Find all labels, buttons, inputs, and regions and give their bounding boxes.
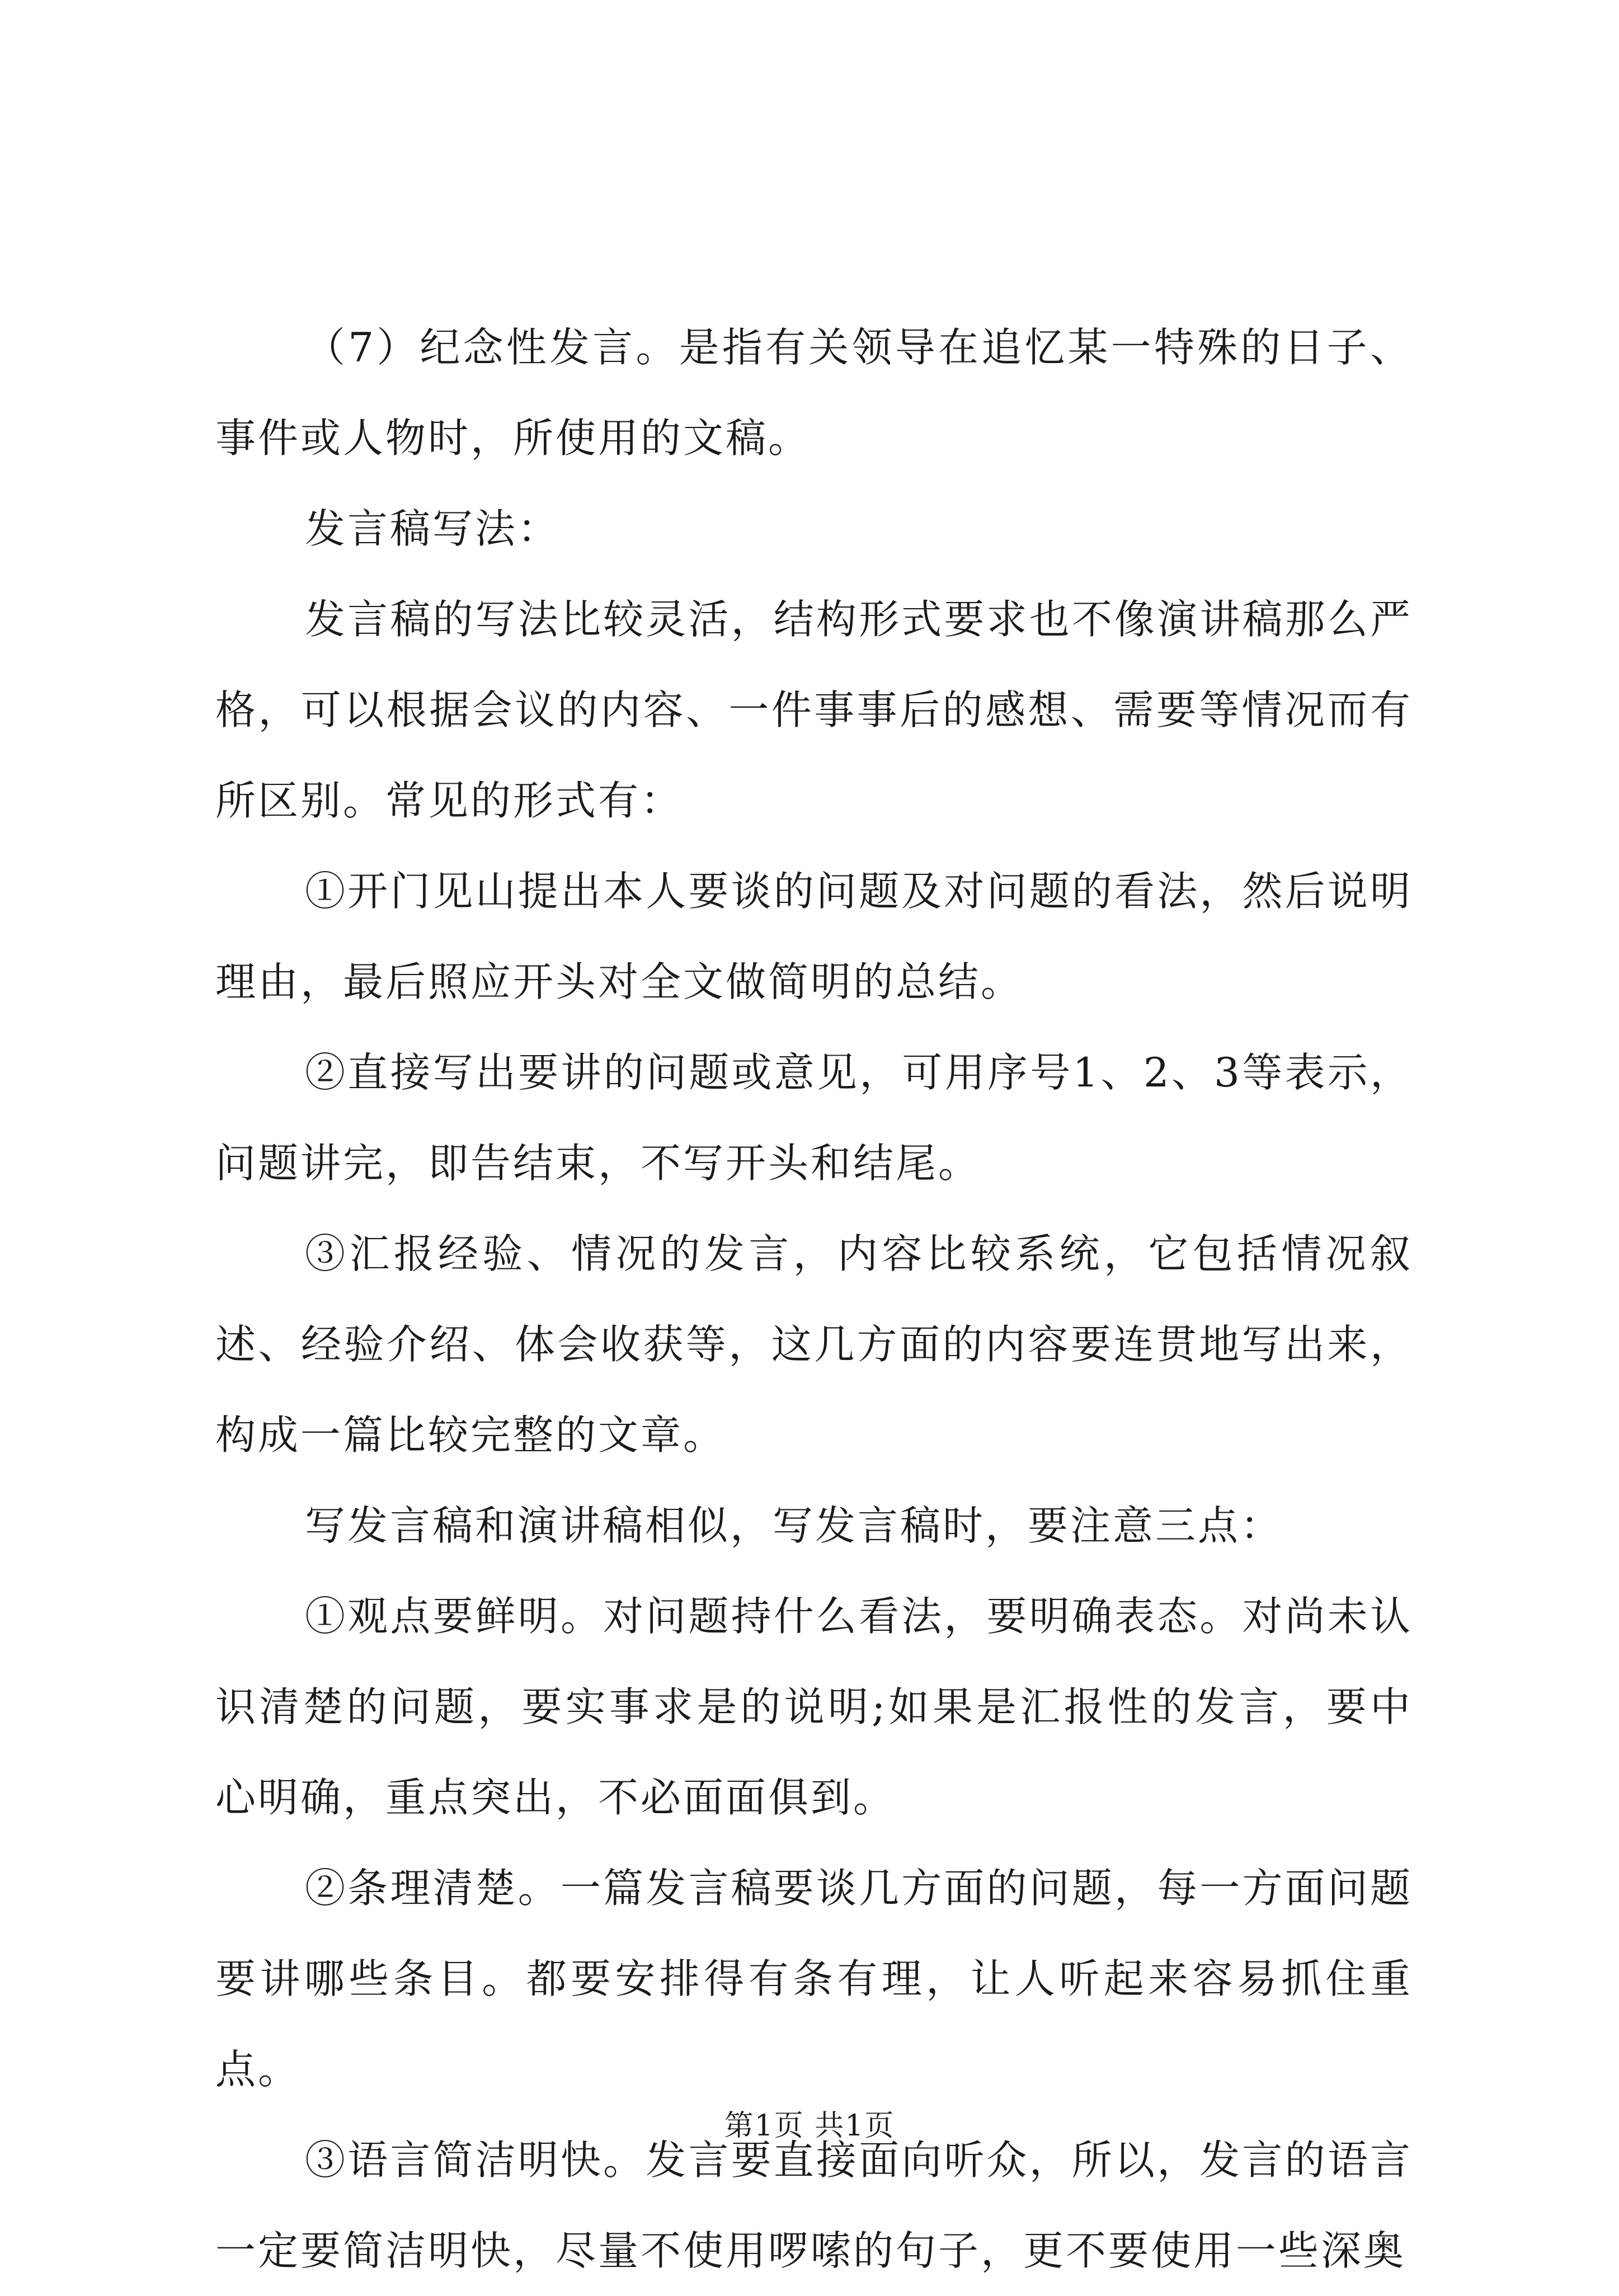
paragraph-form-1: ①开门见山提出本人要谈的问题及对问题的看法，然后说明理由，最后照应开头对全文做简明的总结。 — [215, 868, 1413, 1005]
paragraph-form-2: ②直接写出要讲的问题或意见，可用序号1、2、3等表示，问题讲完，即告结束，不写开头和结尾。 — [215, 1049, 1413, 1187]
paragraph-form-3: ③汇报经验、情况的发言，内容比较系统，它包括情况叙述、经验介绍、体会收获等，这几方面的内容要连贯地写出来，构成一篇比较完整的文章。 — [215, 1230, 1413, 1458]
paragraph-point-2: ②条理清楚。一篇发言稿要谈几方面的问题，每一方面问题要讲哪些条目。都要安排得有条有理，让人听起来容易抓住重点。 — [215, 1865, 1413, 2093]
paragraph-three-points-intro: 写发言稿和演讲稿相似，写发言稿时，要注意三点： — [305, 1502, 1283, 1549]
page-number-footer: 第1页 共1页 — [724, 2109, 895, 2143]
document-body — [215, 302, 1413, 2296]
paragraph-point-3: ③语言简洁明快。发言要直接面向听众，所以，发言的语言一定要简洁明快，尽量不使用啰嗦的句子，更不要使用一些深奥 — [215, 2137, 1413, 2274]
paragraph-writing-method-heading: 发言稿写法： — [305, 505, 561, 552]
paragraph-writing-method-intro: 发言稿的写法比较灵活，结构形式要求也不像演讲稿那么严格，可以根据会议的内容、一件事事后的感想、需要等情况而有所区别。常见的形式有： — [215, 596, 1413, 824]
paragraph-commemorative-speech: （7）纪念性发言。是指有关领导在追忆某一特殊的日子、事件或人物时，所使用的文稿。 — [215, 324, 1413, 462]
paragraph-point-1: ①观点要鲜明。对问题持什么看法，要明确表态。对尚未认识清楚的问题，要实事求是的说明;如果是汇报性的发言，要中心明确，重点突出，不必面面俱到。 — [215, 1593, 1413, 1821]
